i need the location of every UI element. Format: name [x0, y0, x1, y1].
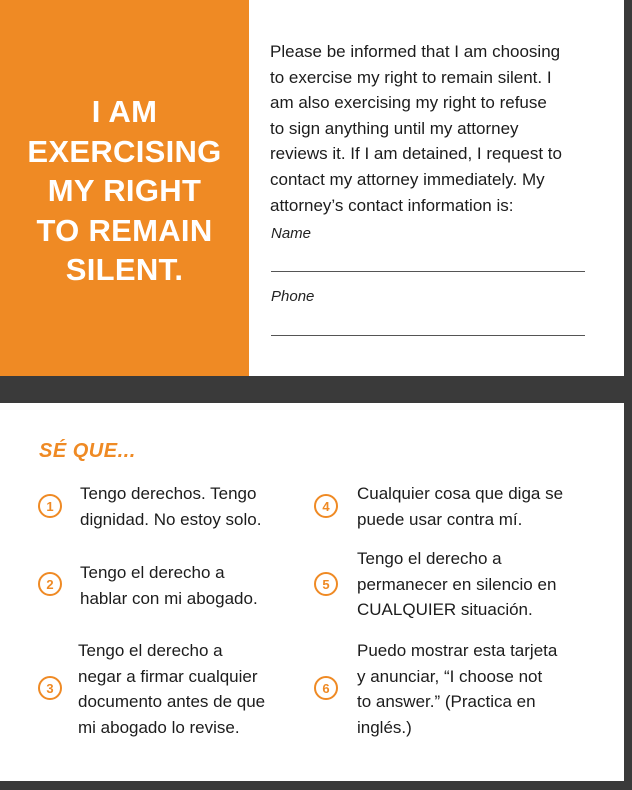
number-badge: 5	[314, 572, 338, 596]
name-label: Name	[271, 225, 312, 242]
number-badge: 2	[38, 572, 62, 596]
list-item	[357, 638, 557, 740]
headline	[0, 92, 249, 290]
item-line: documento antes de que	[78, 692, 266, 712]
notice-line: to exercise my right to remain silent. I	[270, 67, 552, 87]
item-line: inglés.)	[357, 717, 412, 737]
item-line: Tengo el derecho a	[78, 641, 223, 660]
number-badge: 1	[38, 494, 62, 518]
number-badge: 6	[314, 676, 338, 700]
item-line: CUALQUIER situación.	[357, 600, 533, 620]
item-line: Tengo el derecho a	[80, 563, 225, 582]
item-line: Tengo derechos. Tengo	[80, 484, 257, 503]
notice-line: Please be informed that I am choosing	[270, 42, 561, 61]
number-badge: 4	[314, 494, 338, 518]
list-item	[80, 481, 261, 532]
list-item	[357, 481, 563, 532]
item-line: Cualquier cosa que diga se	[357, 484, 564, 503]
item-line: Puedo mostrar esta tarjeta	[357, 641, 558, 660]
item-line: dignidad. No estoy solo.	[80, 509, 262, 529]
headline-line: I AM	[91, 94, 158, 129]
item-line: mi abogado lo revise.	[78, 717, 240, 737]
item-line: to answer.” (Practica en	[357, 692, 536, 712]
section-title: SÉ QUE...	[39, 440, 136, 462]
item-line: negar a firmar cualquier	[78, 666, 258, 686]
headline-panel	[0, 0, 249, 376]
phone-label: Phone	[271, 288, 315, 305]
notice-line: attorney’s contact information is:	[270, 195, 514, 215]
list-item	[78, 638, 265, 740]
phone-line	[271, 335, 585, 336]
notice-line: to sign anything until my attorney	[270, 118, 519, 138]
notice-text	[270, 39, 600, 218]
list-item	[357, 546, 556, 623]
name-line	[271, 271, 585, 272]
notice-line: contact my attorney immediately. My	[270, 169, 545, 189]
item-line: permanecer en silencio en	[357, 574, 557, 594]
notice-line: am also exercising my right to refuse	[270, 93, 547, 113]
list-item	[80, 560, 258, 611]
headline-line: SILENT.	[65, 252, 184, 287]
item-line: puede usar contra mí.	[357, 509, 523, 529]
number-badge: 3	[38, 676, 62, 700]
headline-line: EXERCISING	[27, 133, 222, 169]
notice-line: reviews it. If I am detained, I request to	[270, 144, 562, 164]
headline-line: MY RIGHT	[47, 173, 202, 208]
item-line: Tengo el derecho a	[357, 549, 502, 568]
item-line: hablar con mi abogado.	[80, 588, 258, 608]
item-line: y anunciar, “I choose not	[357, 666, 543, 686]
headline-line: TO REMAIN	[36, 212, 213, 248]
